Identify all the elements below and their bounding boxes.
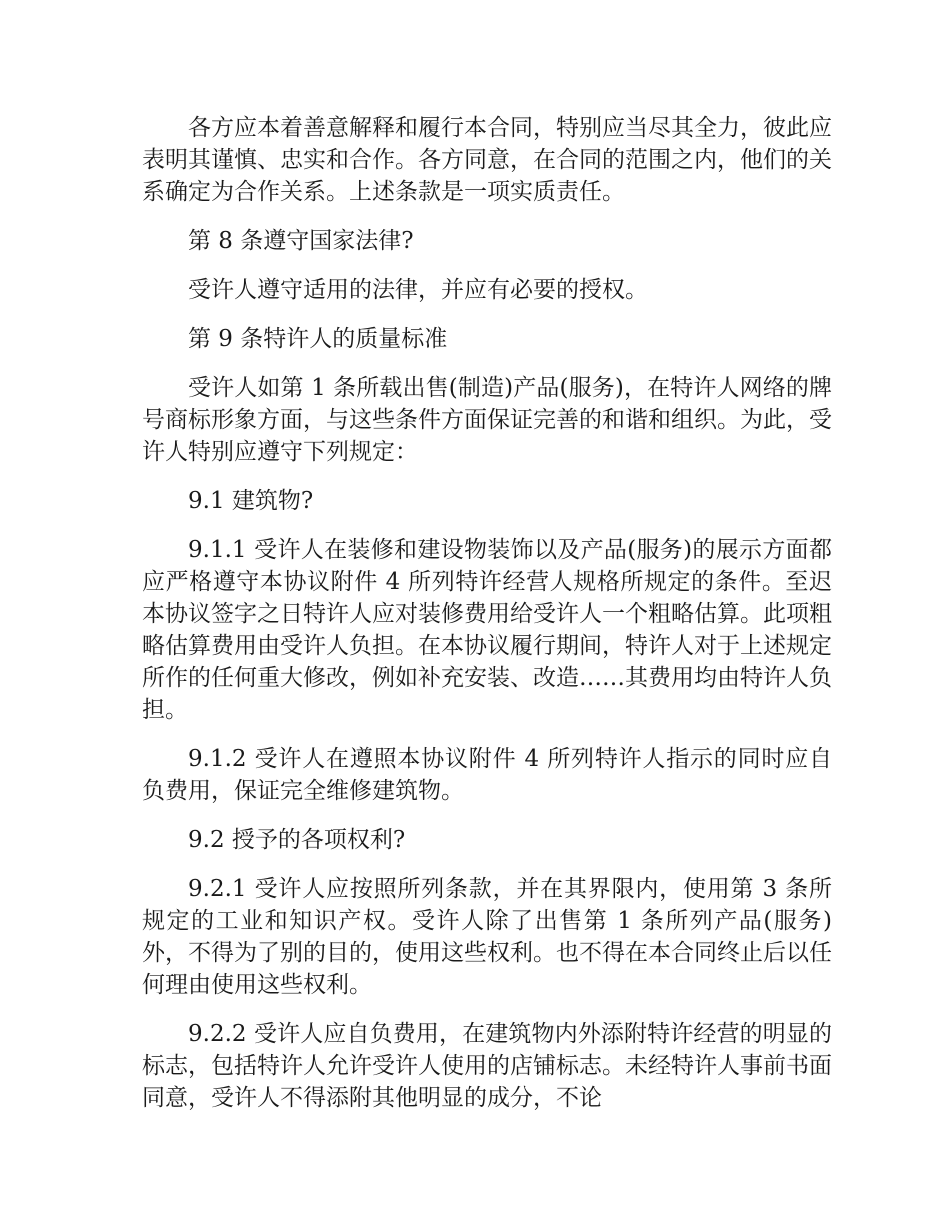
paragraph-9-2-1: 9.2.1 受许人应按照所列条款，并在其界限内，使用第 3 条所规定的工业和知识产权。受许人除了出售第 1 条所列产品(服务)外，不得为了别的目的，使用这些权利。也不得在本合同终止后以任何理由使用这些权利。	[142, 876, 832, 998]
paragraph-9-1-2: 9.1.2 受许人在遵照本协议附件 4 所列特许人指示的同时应自负费用，保证完全维修建筑物。	[142, 746, 832, 804]
paragraph-comply-law: 受许人遵守适用的法律，并应有必要的授权。	[188, 277, 648, 303]
paragraph-quality-standards: 受许人如第 1 条所载出售(制造)产品(服务)，在特许人网络的牌号商标形象方面，与这些条件方面保证完善的和谐和组织。为此，受许人特别应遵守下列规定：	[142, 375, 832, 465]
document-body	[142, 112, 832, 1131]
paragraph-cooperation: 各方应本着善意解释和履行本合同，特别应当尽其全力，彼此应表明其谨慎、忠实和合作。各方同意，在合同的范围之内，他们的关系确定为合作关系。上述条款是一项实质责任。	[142, 115, 832, 205]
heading-article-8: 第 8 条遵守国家法律?	[188, 228, 414, 254]
heading-article-9: 第 9 条特许人的质量标准	[188, 326, 448, 352]
heading-section-9-2: 9.2 授予的各项权利?	[188, 827, 406, 853]
paragraph-9-1-1: 9.1.1 受许人在装修和建设物装饰以及产品(服务)的展示方面都应严格遵守本协议附件 4 所列特许经营人规格所规定的条件。至迟本协议签字之日特许人应对装修费用给受许人一个粗略估算。此项粗略估算费用由受许人负担。在本协议履行期间，特许人对于上述规定所作的任何重大修改，例如补充安装、改造……其费用均由特许人负担。	[142, 537, 832, 723]
heading-section-9-1: 9.1 建筑物?	[188, 488, 314, 514]
paragraph-9-2-2: 9.2.2 受许人应自负费用，在建筑物内外添附特许经营的明显的标志，包括特许人允许受许人使用的店铺标志。未经特许人事前书面同意，受许人不得添附其他明显的成分，不论	[142, 1021, 832, 1111]
